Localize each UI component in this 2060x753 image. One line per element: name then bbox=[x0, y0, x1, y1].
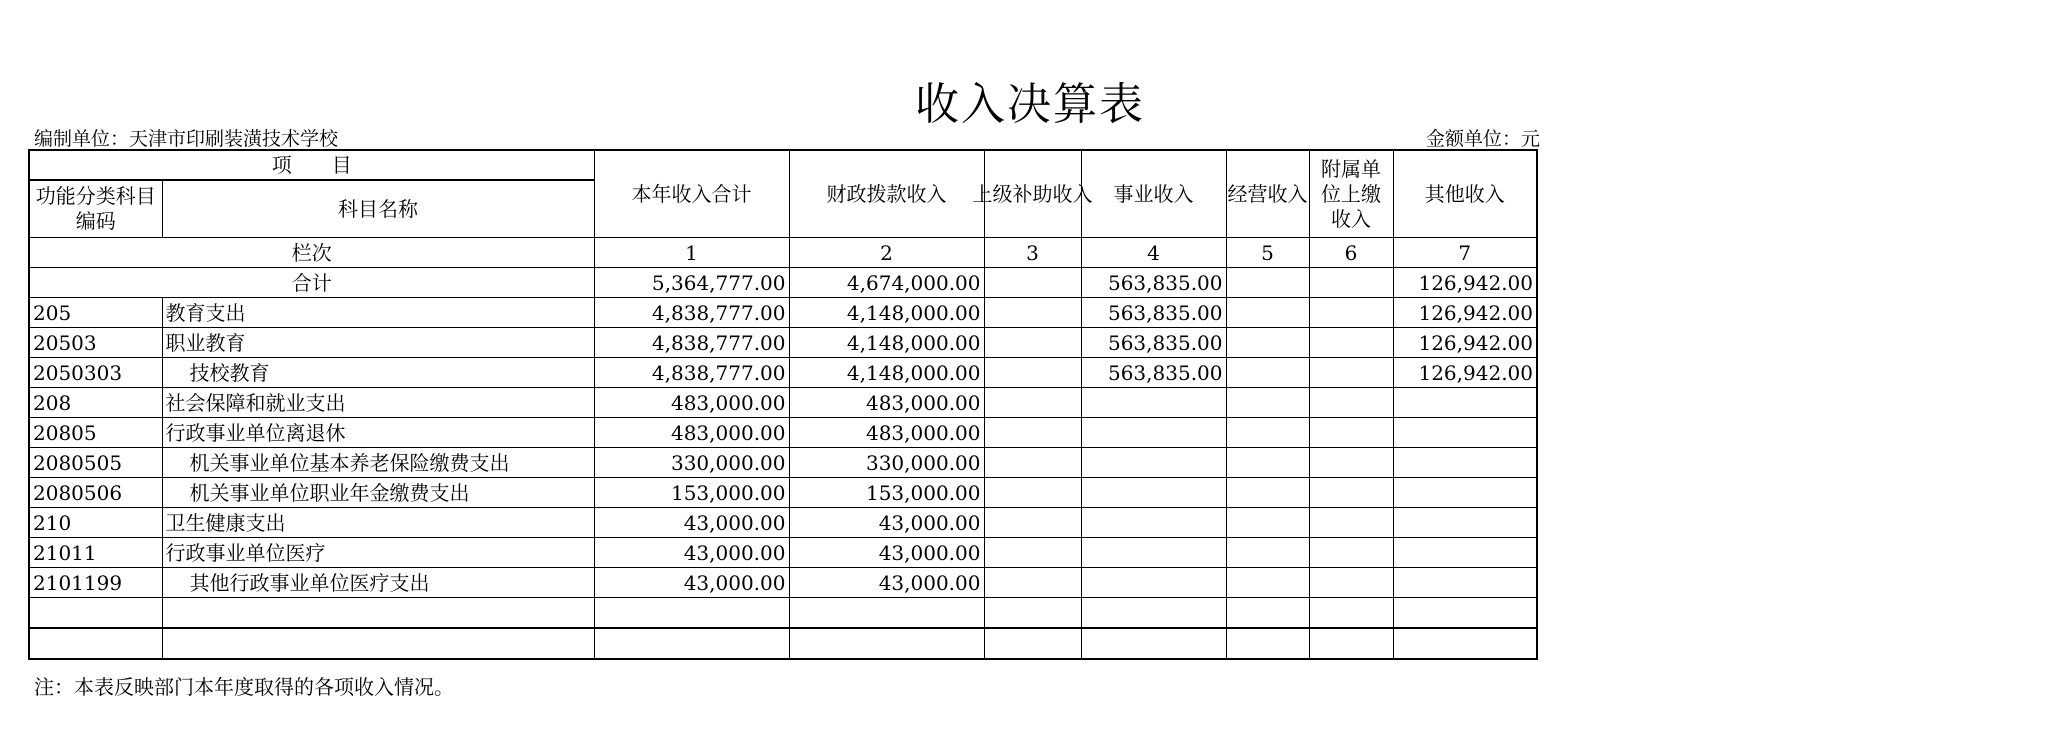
header-superior-subsidy bbox=[972, 150, 1093, 238]
table-row bbox=[29, 598, 1537, 629]
header-project: 项 目 bbox=[29, 150, 594, 180]
row-name bbox=[162, 598, 594, 629]
row-code: 21011 bbox=[29, 538, 162, 568]
row-value: 4,148,000.00 bbox=[789, 358, 984, 388]
row-value bbox=[1226, 508, 1309, 538]
total-cell bbox=[1309, 268, 1393, 298]
row-code: 2080506 bbox=[29, 478, 162, 508]
row-value: 563,835.00 bbox=[1081, 328, 1226, 358]
column-order-row bbox=[29, 238, 1537, 268]
col-num: 3 bbox=[984, 238, 1081, 268]
row-value bbox=[1309, 418, 1393, 448]
row-value: 4,148,000.00 bbox=[789, 328, 984, 358]
row-code: 20503 bbox=[29, 328, 162, 358]
currency-unit: 金额单位：元 bbox=[1425, 128, 1540, 150]
row-name: 职业教育 bbox=[162, 328, 594, 358]
row-value bbox=[1393, 478, 1537, 508]
row-value bbox=[1081, 388, 1226, 418]
row-code bbox=[29, 598, 162, 629]
row-value bbox=[1309, 538, 1393, 568]
row-value bbox=[984, 358, 1081, 388]
row-value bbox=[1081, 448, 1226, 478]
row-value: 330,000.00 bbox=[789, 448, 984, 478]
row-value bbox=[1226, 328, 1309, 358]
income-table bbox=[28, 149, 1538, 660]
row-name: 卫生健康支出 bbox=[162, 508, 594, 538]
header-total-income: 本年收入合计 bbox=[594, 150, 789, 238]
page-title: 收入决算表 bbox=[915, 79, 1145, 130]
total-cell: 563,835.00 bbox=[1081, 268, 1226, 298]
row-value bbox=[984, 478, 1081, 508]
header-fiscal: 财政拨款收入 bbox=[789, 150, 984, 238]
row-value bbox=[1226, 568, 1309, 598]
row-value bbox=[1081, 508, 1226, 538]
col-num: 5 bbox=[1226, 238, 1309, 268]
header-affiliated: 附属单位上缴收入 bbox=[1309, 150, 1393, 238]
col-num: 4 bbox=[1081, 238, 1226, 268]
row-code: 20805 bbox=[29, 418, 162, 448]
row-value: 483,000.00 bbox=[789, 388, 984, 418]
row-value: 4,838,777.00 bbox=[594, 328, 789, 358]
row-value bbox=[984, 568, 1081, 598]
row-value: 43,000.00 bbox=[789, 508, 984, 538]
total-cell: 126,942.00 bbox=[1393, 268, 1537, 298]
row-value bbox=[1393, 628, 1537, 659]
total-cell bbox=[1226, 268, 1309, 298]
row-value bbox=[984, 328, 1081, 358]
row-code: 2080505 bbox=[29, 448, 162, 478]
col-num: 1 bbox=[594, 238, 789, 268]
total-row bbox=[29, 268, 1537, 298]
row-name: 机关事业单位职业年金缴费支出 bbox=[162, 478, 594, 508]
table-row bbox=[29, 538, 1537, 568]
row-value bbox=[1393, 508, 1537, 538]
row-value bbox=[789, 598, 984, 629]
row-value bbox=[1309, 358, 1393, 388]
header-row-1 bbox=[29, 150, 1537, 180]
row-value bbox=[1309, 328, 1393, 358]
header-operating: 经营收入 bbox=[1226, 150, 1309, 238]
total-cell: 5,364,777.00 bbox=[594, 268, 789, 298]
row-value bbox=[1309, 298, 1393, 328]
table-row bbox=[29, 388, 1537, 418]
row-value bbox=[1081, 418, 1226, 448]
row-code: 210 bbox=[29, 508, 162, 538]
total-label: 合计 bbox=[29, 268, 594, 298]
row-code: 2050303 bbox=[29, 358, 162, 388]
row-value bbox=[1309, 388, 1393, 418]
row-value: 563,835.00 bbox=[1081, 298, 1226, 328]
row-value bbox=[594, 598, 789, 629]
row-value bbox=[984, 598, 1081, 629]
row-value: 126,942.00 bbox=[1393, 358, 1537, 388]
table-row bbox=[29, 628, 1537, 659]
row-value bbox=[984, 628, 1081, 659]
row-value bbox=[984, 388, 1081, 418]
row-value bbox=[1226, 418, 1309, 448]
row-code bbox=[29, 628, 162, 659]
row-value bbox=[984, 538, 1081, 568]
row-value bbox=[1309, 598, 1393, 629]
row-value bbox=[1309, 448, 1393, 478]
row-value bbox=[789, 628, 984, 659]
row-value bbox=[1226, 298, 1309, 328]
col-num: 7 bbox=[1393, 238, 1537, 268]
row-name: 社会保障和就业支出 bbox=[162, 388, 594, 418]
row-value bbox=[1226, 478, 1309, 508]
column-order-label: 栏次 bbox=[29, 238, 594, 268]
header-other: 其他收入 bbox=[1393, 150, 1537, 238]
row-name: 机关事业单位基本养老保险缴费支出 bbox=[162, 448, 594, 478]
row-value bbox=[1081, 478, 1226, 508]
row-name: 行政事业单位离退休 bbox=[162, 418, 594, 448]
row-value bbox=[984, 448, 1081, 478]
row-value bbox=[594, 628, 789, 659]
row-code: 2101199 bbox=[29, 568, 162, 598]
row-value bbox=[1393, 388, 1537, 418]
row-value bbox=[1393, 568, 1537, 598]
row-value: 43,000.00 bbox=[594, 568, 789, 598]
table-row bbox=[29, 508, 1537, 538]
row-value bbox=[1081, 598, 1226, 629]
row-value: 483,000.00 bbox=[789, 418, 984, 448]
row-value bbox=[1309, 628, 1393, 659]
row-name: 其他行政事业单位医疗支出 bbox=[162, 568, 594, 598]
header-business: 事业收入 bbox=[1081, 150, 1226, 238]
total-cell: 4,674,000.00 bbox=[789, 268, 984, 298]
row-value bbox=[1226, 538, 1309, 568]
row-value bbox=[1393, 598, 1537, 629]
row-code: 208 bbox=[29, 388, 162, 418]
row-value bbox=[1393, 448, 1537, 478]
col-num: 6 bbox=[1309, 238, 1393, 268]
row-value bbox=[1309, 478, 1393, 508]
row-value bbox=[984, 418, 1081, 448]
row-value: 153,000.00 bbox=[789, 478, 984, 508]
table-note: 注：本表反映部门本年度取得的各项收入情况。 bbox=[34, 675, 454, 699]
table-row bbox=[29, 478, 1537, 508]
row-value: 483,000.00 bbox=[594, 388, 789, 418]
preparing-unit: 编制单位：天津市印刷装潢技术学校 bbox=[34, 128, 339, 150]
table-row bbox=[29, 448, 1537, 478]
row-value bbox=[1393, 418, 1537, 448]
row-value: 43,000.00 bbox=[789, 568, 984, 598]
table-row bbox=[29, 358, 1537, 388]
row-value bbox=[1081, 568, 1226, 598]
row-value bbox=[1226, 598, 1309, 629]
total-cell bbox=[984, 268, 1081, 298]
row-value bbox=[1226, 358, 1309, 388]
row-value bbox=[1309, 568, 1393, 598]
row-code: 205 bbox=[29, 298, 162, 328]
row-value bbox=[1226, 448, 1309, 478]
row-value: 43,000.00 bbox=[789, 538, 984, 568]
row-value bbox=[984, 298, 1081, 328]
header-superior-subsidy-label: 上级补助收入 bbox=[972, 182, 1093, 206]
table-row bbox=[29, 328, 1537, 358]
row-name bbox=[162, 628, 594, 659]
row-value: 563,835.00 bbox=[1081, 358, 1226, 388]
row-value: 43,000.00 bbox=[594, 538, 789, 568]
row-value bbox=[1309, 508, 1393, 538]
row-value bbox=[1081, 538, 1226, 568]
col-num: 2 bbox=[789, 238, 984, 268]
row-value: 4,148,000.00 bbox=[789, 298, 984, 328]
header-code-col: 功能分类科目编码 bbox=[29, 180, 162, 238]
row-value bbox=[1226, 388, 1309, 418]
row-value bbox=[1226, 628, 1309, 659]
row-value: 4,838,777.00 bbox=[594, 358, 789, 388]
header-name-col: 科目名称 bbox=[162, 180, 594, 238]
row-name: 行政事业单位医疗 bbox=[162, 538, 594, 568]
row-value bbox=[1393, 538, 1537, 568]
row-value bbox=[984, 508, 1081, 538]
table-row bbox=[29, 568, 1537, 598]
row-name: 技校教育 bbox=[162, 358, 594, 388]
row-value: 43,000.00 bbox=[594, 508, 789, 538]
table-row bbox=[29, 298, 1537, 328]
table-row bbox=[29, 418, 1537, 448]
row-value bbox=[1081, 628, 1226, 659]
row-value: 153,000.00 bbox=[594, 478, 789, 508]
row-value: 4,838,777.00 bbox=[594, 298, 789, 328]
row-value: 126,942.00 bbox=[1393, 298, 1537, 328]
row-value: 330,000.00 bbox=[594, 448, 789, 478]
row-value: 483,000.00 bbox=[594, 418, 789, 448]
row-name: 教育支出 bbox=[162, 298, 594, 328]
row-value: 126,942.00 bbox=[1393, 328, 1537, 358]
